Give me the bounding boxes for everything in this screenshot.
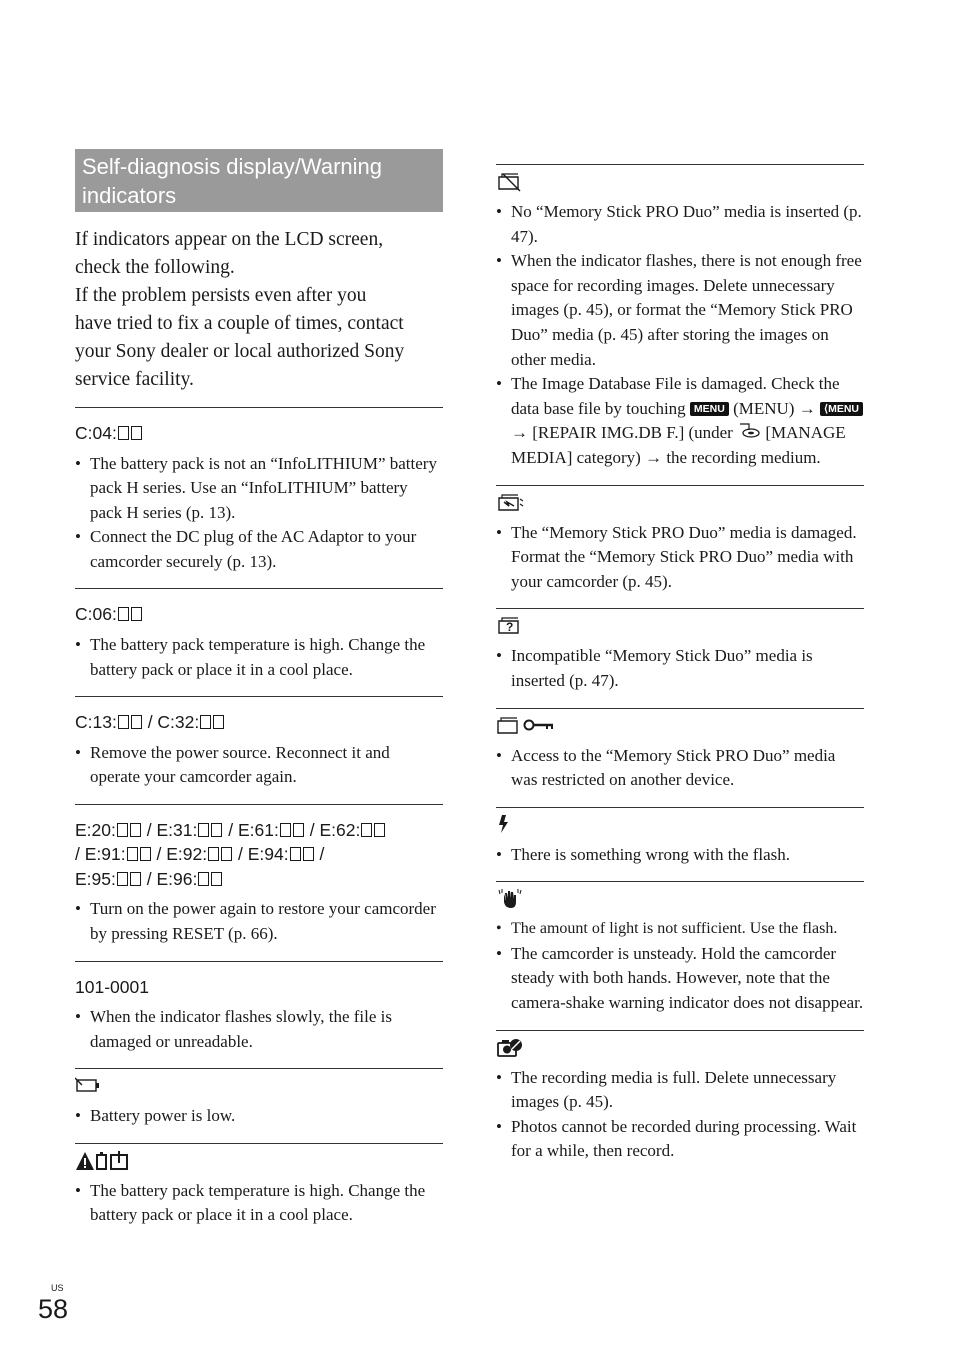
page-number: 58 (38, 1294, 69, 1324)
section-title-banner (75, 149, 443, 212)
page-region-label: US (51, 1283, 64, 1293)
section-e-codes (75, 804, 443, 961)
list-item: • The Image Database File is damaged. Check the data base file by touching MENU (MENU) → ⟨MENU → [REPAIR IMG.DB F.] (under [MANAGE MEDIA] category) → the recording medium. (496, 372, 864, 470)
svg-text:?: ? (506, 620, 514, 635)
camera-shake-icon (496, 887, 524, 909)
code-heading: 101-0001 (75, 976, 149, 997)
list-item: • Photos cannot be recorded during processing. Wait for a while, then record. (496, 1115, 864, 1164)
right-column (496, 164, 864, 1178)
section-title-line-2: indicators (82, 183, 177, 208)
list-item: • The amount of light is not sufficient. Use the flash. (496, 917, 864, 942)
memory-stick-lock-icon (496, 714, 558, 736)
code-heading: C:06: (75, 589, 443, 627)
damaged-memory-stick-icon (496, 491, 524, 513)
media-full-icon (496, 1036, 524, 1058)
battery-temperature-warning-icon (75, 1149, 131, 1173)
section-camera-shake (496, 881, 864, 1029)
bullet-list (75, 1104, 443, 1143)
list-item: • Remove the power source. Reconnect it and operate your camcorder again. (75, 741, 443, 790)
section-media-full (496, 1030, 864, 1178)
bullet-list (496, 644, 864, 707)
bullet-list (496, 744, 864, 807)
bullet-list (496, 521, 864, 609)
section-c06 (75, 588, 443, 696)
bullet-list (75, 452, 443, 589)
list-item: • There is something wrong with the flash. (496, 843, 864, 868)
intro-paragraph: If indicators appear on the LCD screen, check the following. If the problem persists even after you have tried to fix a couple of times, contact your Sony dealer or local authorized Sony service facility. (75, 229, 405, 390)
menu-back-icon: ⟨MENU (820, 402, 863, 416)
menu-button-icon: MENU (690, 402, 729, 416)
code-heading: E:20: / E:31: / E:61: / E:62: / E:91: / E:92: / E:94: / E:95: / E:96: (75, 805, 443, 892)
left-column (75, 407, 443, 1242)
list-item: • The battery pack is not an “InfoLITHIUM” battery pack H series. Use an “InfoLITHIUM” battery pack H series (p. 13). (75, 452, 443, 526)
bullet-list (75, 1179, 443, 1242)
manage-media-icon (737, 421, 761, 441)
bullet-list (75, 897, 443, 960)
list-item: • The battery pack temperature is high. Change the battery pack or place it in a cool place. (75, 1179, 443, 1228)
list-item: • Battery power is low. (75, 1104, 443, 1129)
section-c13-c32 (75, 696, 443, 804)
bullet-list (496, 200, 864, 485)
bullet-list (496, 917, 864, 1029)
battery-low-icon (75, 1074, 105, 1096)
list-item: • When the indicator flashes, there is not enough free space for recording images. Delete unnecessary images (p. 45), or format the “Memory Stick PRO Duo” media (p. 45) after storing the images on other media. (496, 249, 864, 372)
list-item: • The camcorder is unsteady. Hold the camcorder steady with both hands. However, note that the camera-shake warning indicator does not disappear. (496, 942, 864, 1016)
section-battery-temp (75, 1143, 443, 1242)
bullet-list (75, 633, 443, 696)
bullet-list (75, 741, 443, 804)
section-write-protect (496, 708, 864, 807)
list-item: • No “Memory Stick PRO Duo” media is inserted (p. 47). (496, 200, 864, 249)
flash-error-icon (496, 813, 512, 835)
bullet-list (496, 843, 864, 882)
section-101-0001 (75, 961, 443, 1069)
section-no-media (496, 164, 864, 485)
list-item: • The “Memory Stick PRO Duo” media is damaged. Format the “Memory Stick PRO Duo” media with your camcorder (p. 45). (496, 521, 864, 595)
list-item: • Access to the “Memory Stick PRO Duo” media was restricted on another device. (496, 744, 864, 793)
section-battery-low (75, 1068, 443, 1143)
list-item: • Incompatible “Memory Stick Duo” media is inserted (p. 47). (496, 644, 864, 693)
section-c04 (75, 407, 443, 588)
list-item: • When the indicator flashes slowly, the file is damaged or unreadable. (75, 1005, 443, 1054)
section-flash (496, 807, 864, 882)
code-heading: C:04: (75, 408, 443, 446)
list-item: • Turn on the power again to restore your camcorder by pressing RESET (p. 66). (75, 897, 443, 946)
incompatible-memory-stick-icon (496, 614, 524, 636)
list-item: • The battery pack temperature is high. Change the battery pack or place it in a cool place. (75, 633, 443, 682)
list-item: • The recording media is full. Delete unnecessary images (p. 45). (496, 1066, 864, 1115)
section-damaged-media (496, 485, 864, 609)
section-incompatible-media (496, 608, 864, 707)
list-item: • Connect the DC plug of the AC Adaptor to your camcorder securely (p. 13). (75, 525, 443, 574)
no-memory-stick-icon (496, 170, 524, 192)
bullet-list (75, 1005, 443, 1068)
bullet-list (496, 1066, 864, 1178)
section-title-line-1: Self-diagnosis display/Warning (82, 154, 382, 179)
code-heading: C:13: / C:32: (75, 697, 443, 735)
